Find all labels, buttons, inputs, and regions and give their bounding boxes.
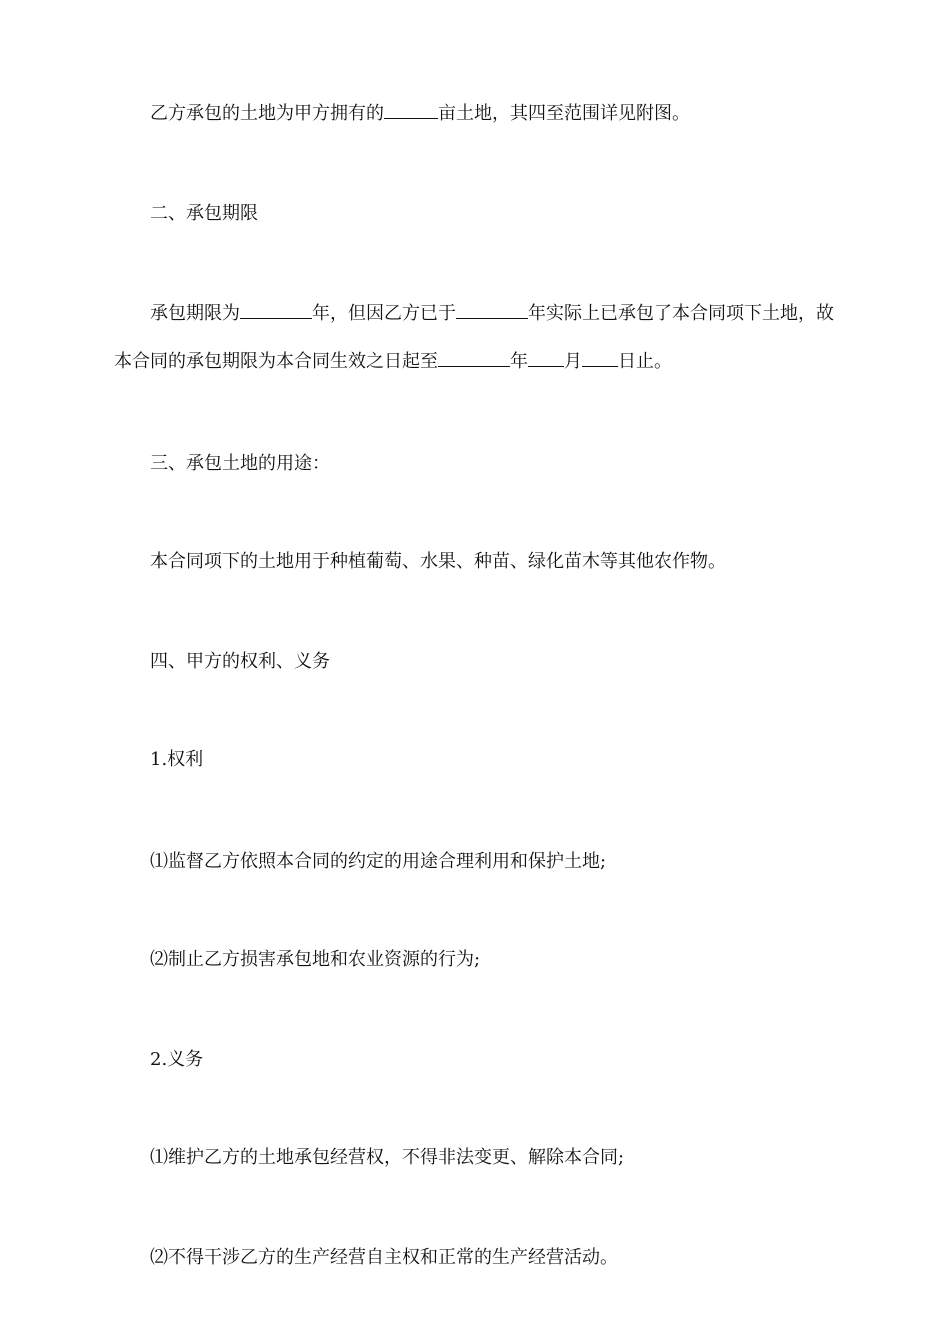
paragraph-term bbox=[114, 290, 838, 386]
text-segment: 乙方承包的土地为甲方拥有的 bbox=[150, 103, 384, 124]
text-segment: 年实际上已承包了本合同项下土地，故本合同的承包期限为本合同生效之日起至 bbox=[114, 303, 834, 372]
blank-field-term-years bbox=[240, 304, 312, 319]
blank-field-end-year bbox=[438, 352, 510, 367]
blank-field-end-day bbox=[582, 352, 618, 367]
text-segment: 亩土地，其四至范围详见附图。 bbox=[438, 103, 690, 124]
subheading-obligations: 2.义务 bbox=[150, 1049, 204, 1070]
blank-field-end-month bbox=[528, 352, 564, 367]
text-segment: 承包期限为 bbox=[150, 303, 240, 324]
paragraph-land-area bbox=[114, 90, 838, 138]
section-heading-party-a: 四、甲方的权利、义务 bbox=[150, 651, 330, 672]
section-heading-term: 二、承包期限 bbox=[150, 203, 258, 224]
text-segment: 年 bbox=[510, 351, 528, 372]
list-item-obligation-1: ⑴维护乙方的土地承包经营权，不得非法变更、解除本合同; bbox=[150, 1147, 625, 1168]
list-item-right-1: ⑴监督乙方依照本合同的约定的用途合理利用和保护土地; bbox=[150, 851, 607, 872]
text-segment: 月 bbox=[564, 351, 582, 372]
text-segment: 日止。 bbox=[618, 351, 672, 372]
text-segment: 年，但因乙方已于 bbox=[312, 303, 456, 324]
list-item-obligation-2: ⑵不得干涉乙方的生产经营自主权和正常的生产经营活动。 bbox=[150, 1247, 618, 1268]
paragraph-usage: 本合同项下的土地用于种植葡萄、水果、种苗、绿化苗木等其他农作物。 bbox=[150, 551, 726, 572]
subheading-rights: 1.权利 bbox=[150, 749, 204, 770]
blank-field-start-year bbox=[456, 304, 528, 319]
blank-field-acreage bbox=[384, 104, 438, 119]
section-heading-usage: 三、承包土地的用途： bbox=[150, 453, 330, 474]
list-item-right-2: ⑵制止乙方损害承包地和农业资源的行为; bbox=[150, 949, 481, 970]
